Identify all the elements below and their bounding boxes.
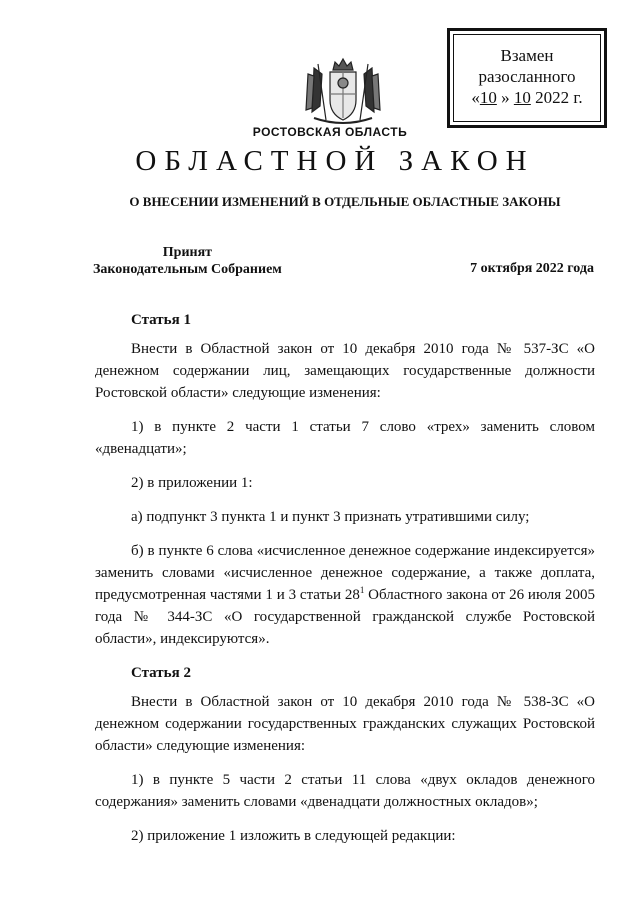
article-1-item-1: 1) в пункте 2 части 1 статьи 7 слово «трех» заменить словом «двенадцати»; [95,419,595,457]
adoption-line-1: Принят [162,245,213,260]
article-1-item-2b-part-2: Областного закона от 26 июля 2005 года № 344-ЗС «О государственной гражданской службе Ростовской области», индексируются». [95,587,595,647]
article-2-heading: Статья 2 [131,665,191,681]
coat-of-arms-icon [300,56,386,128]
article-2-item-2: 2) приложение 1 изложить в следующей редакции: [131,828,456,844]
law-subtitle: О ВНЕСЕНИИ ИЗМЕНЕНИЙ В ОТДЕЛЬНЫЕ ОБЛАСТНЫЕ ЗАКОНЫ [129,194,561,209]
adoption-block [93,244,282,278]
article-1-intro: Внести в Областной закон от 10 декабря 2010 года № 537-ЗС «О денежном содержании лиц, замещающих государственные должности Ростовской области» следующие изменения: [95,341,595,401]
article-1-item-2b-part-1: б) в пункте 6 слова «исчисленное денежное содержание индексируется» заменить словами «исчисленное денежное содержание, а также доплата, предусмотренная частями 1 и 3 статьи 28 [95,543,595,603]
region-name: РОСТОВСКАЯ ОБЛАСТЬ [252,125,408,139]
article-2-intro: Внести в Областной закон от 10 декабря 2010 года № 538-ЗС «О денежном содержании государственных гражданских служащих Ростовской области» следующие изменения: [95,694,595,754]
stamp-month: 10 [513,88,531,107]
article-1-item-2b [95,540,595,650]
law-title: ОБЛАСТНОЙ ЗАКОН [135,145,535,177]
stamp-mid-quote: » [501,88,510,107]
adoption-line-2: Законодательным Собранием [93,262,282,277]
stamp-year: 2022 г. [535,88,583,107]
article-1-item-2: 2) в приложении 1: [131,475,253,491]
article-1-item-2b-superscript: 1 [359,585,365,595]
stamp-inner-frame [453,34,601,122]
stamp-open-quote: « [471,88,480,107]
stamp-date [454,87,600,108]
article-1-heading: Статья 1 [131,312,191,328]
article-1-item-2a: а) подпункт 3 пункта 1 и пункт 3 признать утратившими силу; [131,509,530,525]
stamp-line-2: разосланного [478,67,576,86]
replacement-stamp [447,28,607,128]
stamp-day: 10 [479,88,497,107]
stamp-line-1: Взамен [500,46,554,65]
adoption-date: 7 октября 2022 года [470,261,594,276]
law-body [95,309,595,859]
article-2-item-1: 1) в пункте 5 части 2 статьи 11 слова «двух окладов денежного содержания» заменить словами «двенадцати должностных окладов»; [95,772,595,810]
